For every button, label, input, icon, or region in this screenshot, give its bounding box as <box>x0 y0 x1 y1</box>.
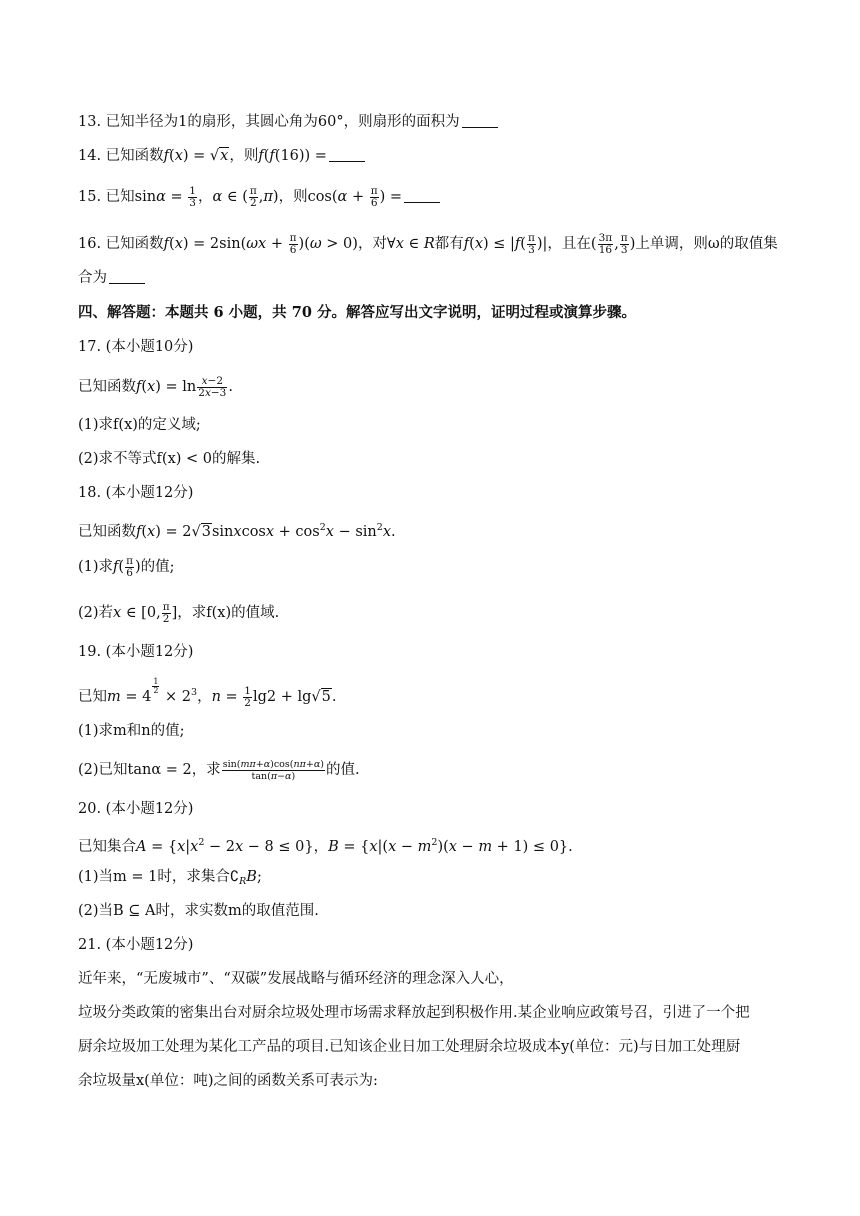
question-20-part1: (1)当m = 1时，求集合$∁_RB$; <box>78 869 262 887</box>
question-21-line3: 厨余垃圾加工处理为某化工产品的项目.已知该企业日加工处理厨余垃圾成本y(单位：元)与日加工处理厨 <box>78 1039 741 1055</box>
fraction-trig-expression: $\frac{\sin(m\pi+\alpha)\cos(n\pi+\alpha)}{\tan(\pi-\alpha)}$ <box>222 758 324 782</box>
question-21-line4: 余垃圾量x(单位：吨)之间的函数关系可表示为: <box>78 1073 378 1089</box>
question-16-part3: 都有 <box>434 236 464 252</box>
question-16: 16. 已知函数f(x) = 2sin(ωx + $\frac{\pi}{6}$ )(ω > 0)，对∀x ∈ R都有f(x) ≤ |f( $\frac{\pi}{3}$ )|，且在( $\frac{3\pi}{16}$ , $\frac{\pi}{3}$ )上单调，则ω的取值集 <box>78 231 778 256</box>
question-21-head: 21. (本小题12分) <box>78 937 194 953</box>
question-16-prefix: 16. 已知函数 <box>78 236 164 252</box>
question-15-prefix: 15. 已知sin <box>78 189 157 205</box>
question-19-part1: (1)求m和n的值; <box>78 723 185 739</box>
question-16-part2: ，对∀ <box>357 236 396 252</box>
question-15-mid2: ，则cos <box>278 189 332 205</box>
question-14-mid: ，则 <box>229 148 259 164</box>
question-15-mid: ， <box>197 189 213 205</box>
question-20-head: 20. (本小题12分) <box>78 801 194 817</box>
answer-blank <box>109 269 145 284</box>
fraction-one-third: $\frac{1}{3}$ <box>189 184 196 209</box>
question-13-text: 13. 已知半径为1的扇形，其圆心角为60°，则扇形的面积为 <box>78 114 460 130</box>
answer-blank <box>404 188 440 203</box>
question-17-stem: 已知函数f(x) = ln $\frac{x-2}{2x-3}$ . <box>78 374 233 399</box>
question-16-line2: 合为 <box>78 267 782 289</box>
question-20-stem: 已知集合$A = \{x|x^2 - 2x - 8 \le 0\}$，$B = \{x|(x - m^2)(x - m + 1) \le 0\}$. <box>78 837 573 855</box>
question-13 <box>78 111 782 133</box>
question-19-head: 19. (本小题12分) <box>78 644 194 660</box>
question-16-part5: 上单调，则ω的取值集 <box>635 236 778 252</box>
question-18-stem: 已知函数f(x) = 2√3sinxcosx + $\cos^2x - \sin^2x$. <box>78 522 396 540</box>
formula-f-sqrt: f <box>163 148 170 164</box>
question-19-stem: 已知m = 4 $\frac{1}{2}$ × $2^3$，n = $\frac{1}{2}$ lg2 + lg√5. <box>78 677 337 709</box>
question-14-prefix: 14. 已知函数 <box>78 148 164 164</box>
answer-blank <box>462 113 498 128</box>
fraction-ln-argument: $\frac{x-2}{2x-3}$ <box>198 374 227 399</box>
question-19-part2: (2)已知tanα = 2，求 $\frac{\sin(m\pi+\alpha)\cos(n\pi+\alpha)}{\tan(\pi-\alpha)}$ 的值. <box>78 758 360 782</box>
question-20-part2: (2)当B ⊆ A时，求实数m的取值范围. <box>78 903 319 919</box>
question-17-part1: (1)求f(x)的定义域; <box>78 417 201 433</box>
question-21-line1: 近年来，“无废城市”、“双碳”发展战略与循环经济的理念深入人心， <box>78 971 514 987</box>
question-21-line2: 垃圾分类政策的密集出台对厨余垃圾处理市场需求释放起到积极作用.某企业响应政策号召，引进了一个把 <box>78 1005 750 1021</box>
section-heading: 四、解答题：本题共 6 小题，共 70 分。解答应写出文字说明，证明过程或演算步骤。 <box>78 304 636 321</box>
question-18-part1: (1)求f( $\frac{\pi}{6}$ )的值; <box>78 554 175 579</box>
question-17-head: 17. (本小题10分) <box>78 339 194 355</box>
answer-blank <box>329 147 365 162</box>
question-18-part2: (2)若x ∈ [0, $\frac{\pi}{2}$ ]，求f(x)的值域. <box>78 600 280 625</box>
question-14: 14. 已知函数f(x) = √x，则f(f(16)) = <box>78 145 782 167</box>
question-17-part2: (2)求不等式f(x) < 0的解集. <box>78 451 261 467</box>
question-15: 15. 已知sinα = $\frac{1}{3}$ ，α ∈ ( $\frac{\pi}{2}$ ,π)，则cos(α + $\frac{\pi}{6}$ ) = <box>78 182 782 212</box>
question-18-head: 18. (本小题12分) <box>78 485 194 501</box>
question-16-part4: ，且在 <box>547 236 591 252</box>
